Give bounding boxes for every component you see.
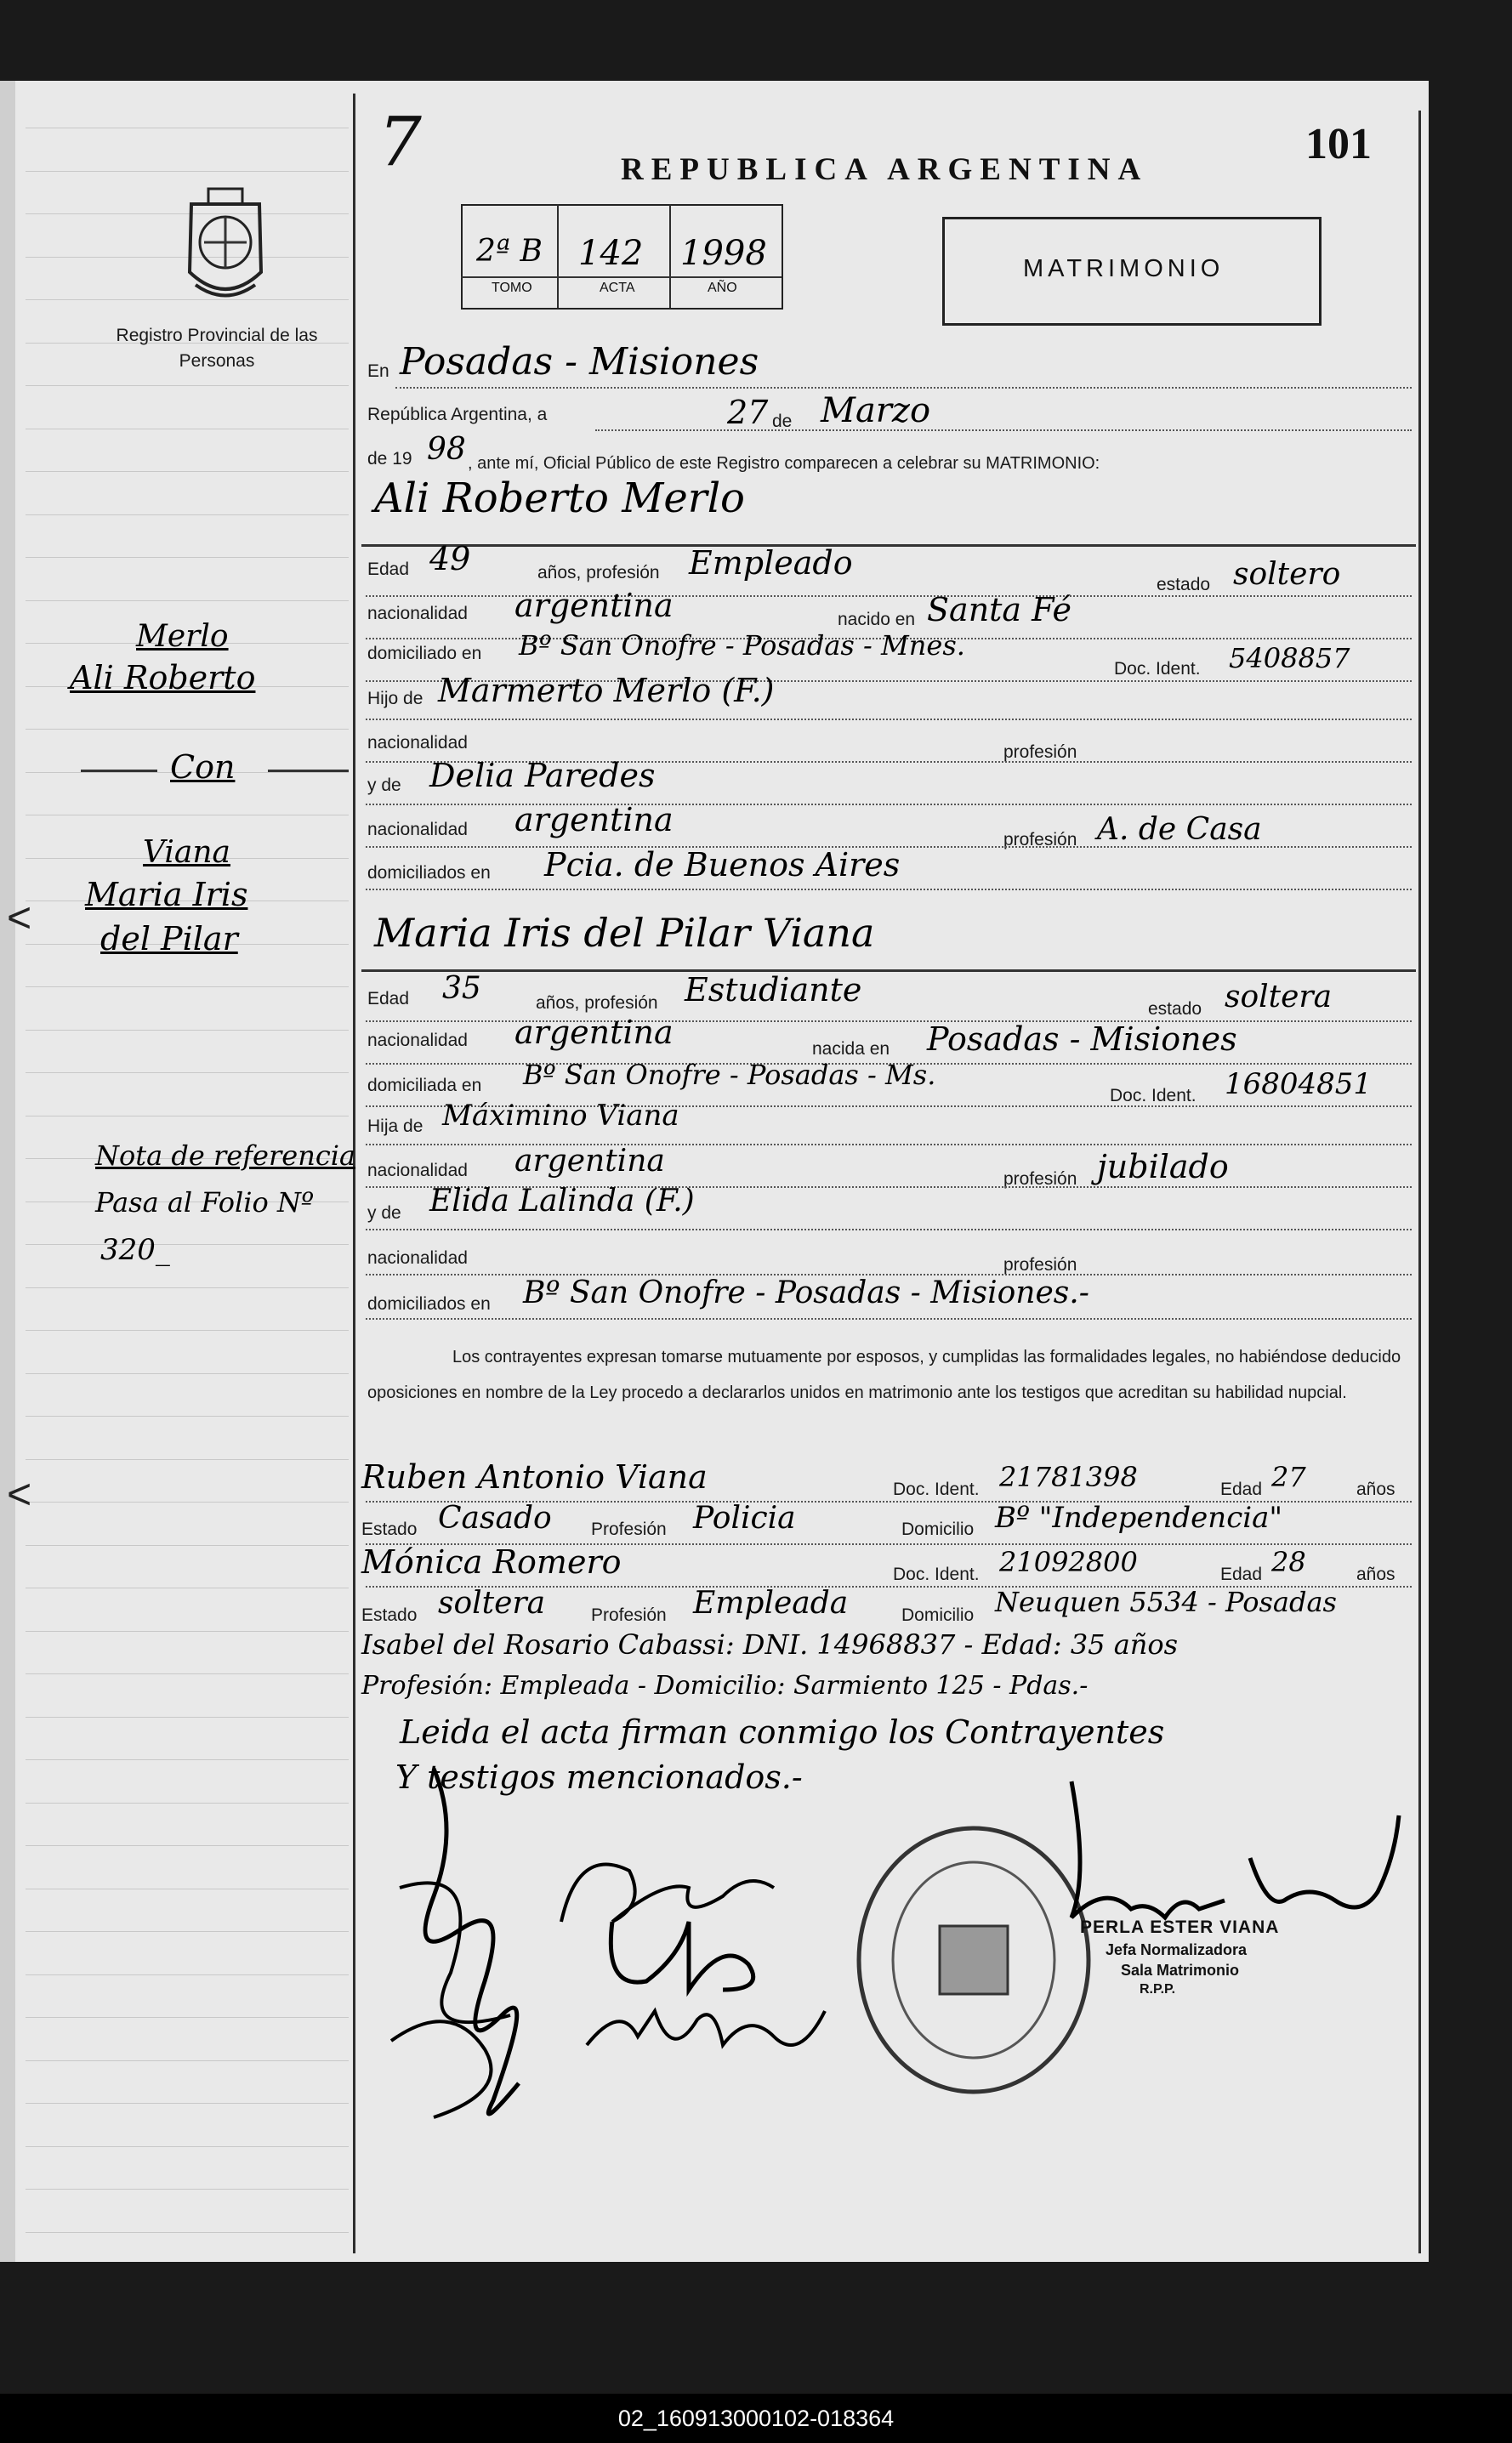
bride-nac-label: nacionalidad bbox=[367, 1031, 468, 1050]
groom-madre-prof: A. de Casa bbox=[1097, 812, 1262, 847]
bride-nacida: Posadas - Misiones bbox=[927, 1020, 1237, 1058]
bride-yde-label: y de bbox=[367, 1203, 401, 1223]
ruled-line bbox=[26, 1330, 349, 1331]
groom-padre: Marmerto Merlo (F.) bbox=[438, 672, 775, 709]
ruled-line bbox=[26, 1931, 349, 1932]
act-type: MATRIMONIO bbox=[1023, 255, 1225, 282]
bride-estado-label: estado bbox=[1148, 999, 1202, 1019]
right-border bbox=[1418, 111, 1421, 2253]
country-title: REPUBLICA ARGENTINA bbox=[621, 152, 1149, 187]
groom-nac-label: nacionalidad bbox=[367, 604, 468, 623]
ruled-line bbox=[26, 1673, 349, 1674]
acta-value: 142 bbox=[578, 234, 644, 273]
bride-madre-nac-label: nacionalidad bbox=[367, 1248, 468, 1268]
month-value: Marzo bbox=[821, 391, 931, 430]
margin-bride-surname: Viana bbox=[143, 835, 230, 870]
witness2-dom-label: Domicilio bbox=[901, 1605, 975, 1625]
margin-tick-2: < bbox=[7, 1470, 32, 1518]
bride-padre-prof: jubilado bbox=[1097, 1148, 1229, 1185]
margin-tick-1: < bbox=[7, 894, 32, 941]
margin-bride-given2: del Pilar bbox=[100, 920, 238, 957]
margin-nota-2: Pasa al Folio Nº bbox=[95, 1186, 314, 1219]
bride-nacida-label: nacida en bbox=[812, 1039, 890, 1059]
bride-doc: 16804851 bbox=[1225, 1067, 1373, 1101]
groom-madre-prof-label: profesión bbox=[1003, 830, 1077, 849]
groom-domicilio: Bº San Onofre - Posadas - Mnes. bbox=[519, 629, 965, 662]
ruled-line bbox=[26, 1072, 349, 1073]
registry-seal bbox=[157, 179, 293, 315]
ruled-line bbox=[26, 385, 349, 386]
margin-groom-given: Ali Roberto bbox=[70, 659, 256, 696]
ruled-line bbox=[26, 2232, 349, 2233]
witness1-prof-label: Profesión bbox=[591, 1520, 667, 1539]
groom-prof-label: años, profesión bbox=[537, 563, 660, 582]
ruled-line bbox=[26, 2017, 349, 2018]
bride-edad: 35 bbox=[442, 971, 481, 1006]
groom-nac: argentina bbox=[514, 587, 674, 624]
groom-doc: 5408857 bbox=[1229, 642, 1350, 674]
witness2-doc: 21092800 bbox=[999, 1546, 1138, 1578]
groom-edad: 49 bbox=[429, 540, 471, 577]
groom-edad-label: Edad bbox=[367, 560, 410, 579]
ruled-line bbox=[26, 171, 349, 172]
day-value: 27 bbox=[727, 394, 769, 431]
bride-doc-label: Doc. Ident. bbox=[1110, 1086, 1197, 1105]
ruled-line bbox=[26, 729, 349, 730]
witness2-anios-label: años bbox=[1356, 1565, 1395, 1584]
place-value: Posadas - Misiones bbox=[400, 340, 759, 383]
witness1-prof: Policia bbox=[693, 1501, 796, 1536]
tomo-value: 2ª B bbox=[476, 234, 543, 269]
groom-doc-label: Doc. Ident. bbox=[1114, 659, 1201, 679]
groom-madre: Delia Paredes bbox=[429, 757, 656, 794]
bride-padres-dom-label: domiciliados en bbox=[367, 1294, 491, 1314]
groom-padres-dom-label: domiciliados en bbox=[367, 863, 491, 883]
bride-padre-nac-label: nacionalidad bbox=[367, 1161, 468, 1180]
ruled-line bbox=[26, 471, 349, 472]
page-number: 101 bbox=[1305, 120, 1372, 168]
bride-madre: Elida Lalinda (F.) bbox=[429, 1184, 695, 1219]
witness2-edad-label: Edad bbox=[1220, 1565, 1263, 1584]
margin-groom-surname: Merlo bbox=[136, 619, 229, 654]
witness2-estado-label: Estado bbox=[361, 1605, 418, 1625]
witness1-edad-label: Edad bbox=[1220, 1480, 1263, 1499]
margin-con: Con bbox=[170, 748, 236, 786]
ruled-line bbox=[26, 514, 349, 515]
ruled-line bbox=[26, 1803, 349, 1804]
bride-padres-dom: Bº San Onofre - Posadas - Misiones.- bbox=[523, 1275, 1089, 1310]
ano-value: 1998 bbox=[680, 234, 767, 273]
witness2-doc-label: Doc. Ident. bbox=[893, 1565, 980, 1584]
witness1-doc: 21781398 bbox=[999, 1461, 1138, 1493]
bride-madre-prof-label: profesión bbox=[1003, 1255, 1077, 1275]
ruled-line bbox=[26, 1631, 349, 1632]
officer-role1: Jefa Normalizadora bbox=[1106, 1941, 1248, 1958]
ruled-line bbox=[26, 1416, 349, 1417]
tomo-label: TOMO bbox=[492, 281, 532, 295]
groom-estado-label: estado bbox=[1157, 575, 1211, 594]
ruled-line bbox=[26, 986, 349, 987]
officer-name: PERLA ESTER VIANA bbox=[1080, 1917, 1280, 1937]
ruled-line bbox=[26, 1759, 349, 1760]
corner-mark: 7 bbox=[378, 102, 422, 181]
witness2-prof: Empleada bbox=[693, 1586, 849, 1621]
ruled-line bbox=[26, 1030, 349, 1031]
officer-role2: Sala Matrimonio bbox=[1121, 1962, 1240, 1979]
year-prefix: de 19 bbox=[367, 449, 412, 469]
groom-profesion: Empleado bbox=[689, 544, 853, 582]
groom-estado: soltero bbox=[1233, 557, 1341, 592]
groom-nacido-label: nacido en bbox=[838, 610, 916, 629]
declaration-text: Los contrayentes expresan tomarse mutuamente por esposos, y cumplidas las formalidades legales, no habiéndose deducido oposiciones en nombre de la Ley procedo a declararlos unidos en matrimonio ante los testigos que acreditan su habilidad nupcial. bbox=[367, 1348, 1401, 1402]
bride-padre: Máximino Viana bbox=[442, 1099, 679, 1133]
ruled-line bbox=[26, 600, 349, 601]
bride-name: Maria Iris del Pilar Viana bbox=[374, 910, 875, 956]
witness-signature-2 bbox=[570, 1986, 842, 2088]
margin-nota-3: 320_ bbox=[100, 1233, 170, 1267]
year-suffix: 98 bbox=[427, 432, 466, 467]
witness1-doc-label: Doc. Ident. bbox=[893, 1480, 980, 1499]
groom-hijo-label: Hijo de bbox=[367, 689, 423, 708]
de-label: de bbox=[772, 412, 793, 431]
groom-nacido: Santa Fé bbox=[927, 591, 1071, 628]
groom-madre-nac-label: nacionalidad bbox=[367, 820, 468, 839]
ruled-line bbox=[26, 2146, 349, 2147]
witness1-anios-label: años bbox=[1356, 1480, 1395, 1499]
bride-edad-label: Edad bbox=[367, 989, 410, 1008]
registry-name: Registro Provincial de las Personas bbox=[116, 326, 318, 371]
witness1-dom-label: Domicilio bbox=[901, 1520, 975, 1539]
acta-label: ACTA bbox=[600, 281, 635, 295]
bride-domicilio: Bº San Onofre - Posadas - Ms. bbox=[523, 1059, 936, 1091]
ruled-line bbox=[26, 1459, 349, 1460]
witness2-prof-label: Profesión bbox=[591, 1605, 667, 1625]
groom-yde-label: y de bbox=[367, 776, 401, 795]
groom-name: Ali Roberto Merlo bbox=[374, 474, 745, 522]
ruled-line bbox=[26, 2189, 349, 2190]
bride-profesion: Estudiante bbox=[685, 971, 862, 1008]
groom-dom-label: domiciliado en bbox=[367, 644, 482, 663]
groom-padres-dom: Pcia. de Buenos Aires bbox=[544, 846, 901, 883]
groom-madre-nac: argentina bbox=[514, 801, 674, 838]
margin-divider bbox=[353, 94, 355, 2253]
witness2-edad: 28 bbox=[1271, 1546, 1306, 1578]
page-edge bbox=[0, 81, 15, 2262]
ruled-line bbox=[26, 1502, 349, 1503]
witness1-estado-label: Estado bbox=[361, 1520, 418, 1539]
officer-role3: R.P.P. bbox=[1140, 1982, 1176, 1997]
extra-line-2: Profesión: Empleada - Domicilio: Sarmiento 125 - Pdas.- bbox=[361, 1671, 1089, 1701]
groom-padre-prof-label: profesión bbox=[1003, 742, 1077, 762]
ruled-line bbox=[26, 1545, 349, 1546]
ante-text: , ante mí, Oficial Público de este Registro comparecen a celebrar su MATRIMONIO: bbox=[468, 454, 1100, 473]
bride-padre-prof-label: profesión bbox=[1003, 1169, 1077, 1189]
republica-label: República Argentina, a bbox=[367, 405, 548, 424]
witness1-estado: Casado bbox=[438, 1501, 552, 1536]
image-id-footer: 02_160913000102-018364 bbox=[0, 2394, 1512, 2443]
bride-hija-label: Hija de bbox=[367, 1116, 423, 1136]
bride-padre-nac: argentina bbox=[514, 1144, 665, 1179]
ruled-line bbox=[26, 2060, 349, 2061]
extra-line-1: Isabel del Rosario Cabassi: DNI. 14968837 - Edad: 35 años bbox=[361, 1628, 1179, 1661]
en-label: En bbox=[367, 361, 389, 381]
margin-nota-1: Nota de referencia bbox=[95, 1139, 356, 1172]
witness2-dom: Neuquen 5534 - Posadas bbox=[995, 1586, 1337, 1618]
groom-padre-nac-label: nacionalidad bbox=[367, 733, 468, 753]
ruled-line bbox=[26, 557, 349, 558]
bride-estado: soltera bbox=[1225, 980, 1333, 1014]
margin-bride-given1: Maria Iris bbox=[85, 876, 248, 913]
witness2-name: Mónica Romero bbox=[361, 1543, 622, 1581]
ruled-line bbox=[26, 2103, 349, 2104]
bride-nac: argentina bbox=[514, 1014, 674, 1051]
bride-dom-label: domiciliada en bbox=[367, 1076, 482, 1095]
ruled-line bbox=[26, 1244, 349, 1245]
ruled-line bbox=[26, 1974, 349, 1975]
witness1-name: Ruben Antonio Viana bbox=[361, 1458, 708, 1496]
witness1-dom: Bº "Independencia" bbox=[995, 1501, 1283, 1535]
ruled-line bbox=[26, 1287, 349, 1288]
ruled-line bbox=[26, 1717, 349, 1718]
witness2-estado: soltera bbox=[438, 1586, 546, 1621]
ruled-line bbox=[26, 1373, 349, 1374]
bride-prof-label: años, profesión bbox=[536, 993, 658, 1013]
witness1-edad: 27 bbox=[1271, 1461, 1306, 1493]
ruled-line bbox=[26, 1845, 349, 1846]
extra-line-4: Y testigos mencionados.- bbox=[395, 1758, 803, 1796]
extra-line-3: Leida el acta firman conmigo los Contrayentes bbox=[400, 1713, 1165, 1751]
ano-label: AÑO bbox=[708, 281, 737, 295]
